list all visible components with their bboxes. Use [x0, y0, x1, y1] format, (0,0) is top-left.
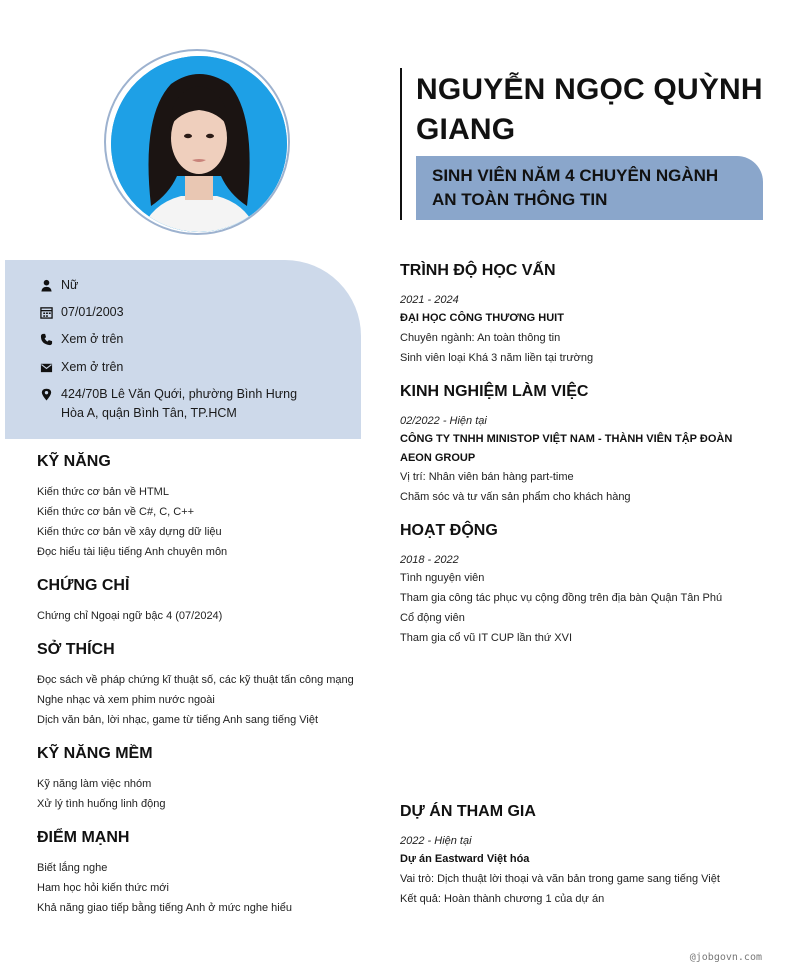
list-item: Vai trò: Dịch thuật lời thoại và văn bản trong game sang tiếng Việt — [400, 873, 720, 885]
experience-date: 02/2022 - Hiện tại — [400, 415, 487, 427]
skills-heading: KỸ NĂNG — [37, 453, 111, 470]
job-title-box — [416, 156, 763, 220]
mail-icon — [40, 361, 53, 374]
job-title-line-1: SINH VIÊN NĂM 4 CHUYÊN NGÀNH — [432, 166, 719, 185]
list-item: Tham gia cổ vũ IT CUP lần thứ XVI — [400, 632, 573, 644]
list-item: Cổ động viên — [400, 612, 465, 624]
contact-address: 424/70B Lê Văn Quới, phường Bình Hưng Hòa A, quận Bình Tân, TP.HCM — [40, 385, 323, 423]
list-item: Biết lắng nghe — [37, 862, 108, 874]
list-item: Đọc hiểu tài liệu tiếng Anh chuyên môn — [37, 546, 228, 558]
list-item: Chuyên ngành: An toàn thông tin — [400, 332, 561, 344]
list-item: Sinh viên loại Khá 3 năm liền tại trường — [400, 352, 594, 364]
list-item: Vị trí: Nhân viên bán hàng part-time — [400, 471, 574, 483]
hobbies-heading: SỞ THÍCH — [37, 641, 115, 658]
list-item: Chứng chỉ Ngoại ngữ bậc 4 (07/2024) — [37, 610, 223, 622]
list-item: Xử lý tình huống linh động — [37, 798, 166, 810]
list-item: Khả năng giao tiếp bằng tiếng Anh ở mức nghe hiểu — [37, 902, 292, 914]
list-item: Kiến thức cơ bản về HTML — [37, 486, 169, 498]
project-name: Dự án Eastward Việt hóa — [400, 853, 530, 865]
calendar-icon — [40, 306, 53, 319]
watermark: @jobgovn.com — [689, 952, 762, 963]
list-item: Chăm sóc và tư vấn sản phẩm cho khách hàng — [400, 491, 631, 503]
activities-heading: HOẠT ĐỘNG — [400, 522, 498, 539]
list-item: Đọc sách về pháp chứng kĩ thuật số, các kỹ thuật tấn công mạng — [37, 674, 354, 686]
list-item: Kiến thức cơ bản về C#, C, C++ — [37, 506, 195, 518]
education-heading: TRÌNH ĐỘ HỌC VẤN — [400, 262, 556, 279]
list-item: Tham gia công tác phục vụ cộng đồng trên địa bàn Quận Tân Phú — [400, 592, 723, 604]
projects-date: 2022 - Hiện tại — [400, 835, 472, 847]
contact-birthday: 07/01/2003 — [40, 303, 323, 322]
projects-heading: DỰ ÁN THAM GIA — [400, 803, 536, 820]
certificates-heading: CHỨNG CHỈ — [37, 577, 130, 594]
contact-phone: Xem ở trên — [40, 330, 323, 349]
soft-skills-heading: KỸ NĂNG MỀM — [37, 745, 153, 762]
user-icon — [40, 279, 53, 292]
list-item: Tình nguyện viên — [400, 572, 485, 584]
contact-email: Xem ở trên — [40, 358, 323, 377]
activities-date: 2018 - 2022 — [400, 554, 459, 566]
education-school: ĐẠI HỌC CÔNG THƯƠNG HUIT — [400, 312, 564, 324]
experience-company: CÔNG TY TNHH MINISTOP VIỆT NAM - THÀNH VIÊN TẬP ĐOÀN AEON GROUP — [400, 433, 733, 464]
phone-icon — [40, 333, 53, 346]
list-item: Nghe nhạc và xem phim nước ngoài — [37, 694, 215, 706]
candidate-name: NGUYỄN NGỌC QUỲNH GIANG — [416, 73, 763, 146]
list-item: Kỹ năng làm việc nhóm — [37, 778, 152, 790]
list-item: Kết quả: Hoàn thành chương 1 của dự án — [400, 893, 605, 905]
education-date: 2021 - 2024 — [400, 294, 459, 306]
contact-gender: Nữ — [40, 276, 323, 295]
strengths-heading: ĐIỂM MẠNH — [37, 829, 130, 846]
name-accent-bar — [400, 68, 402, 220]
experience-heading: KINH NGHIỆM LÀM VIỆC — [400, 383, 589, 400]
list-item: Dịch văn bản, lời nhạc, game từ tiếng Anh sang tiếng Việt — [37, 714, 318, 726]
job-title-line-2: AN TOÀN THÔNG TIN — [432, 190, 608, 209]
avatar — [111, 56, 287, 232]
list-item: Kiến thức cơ bản về xây dựng dữ liệu — [37, 526, 222, 538]
list-item: Ham học hỏi kiến thức mới — [37, 882, 169, 894]
location-pin-icon — [40, 388, 53, 401]
